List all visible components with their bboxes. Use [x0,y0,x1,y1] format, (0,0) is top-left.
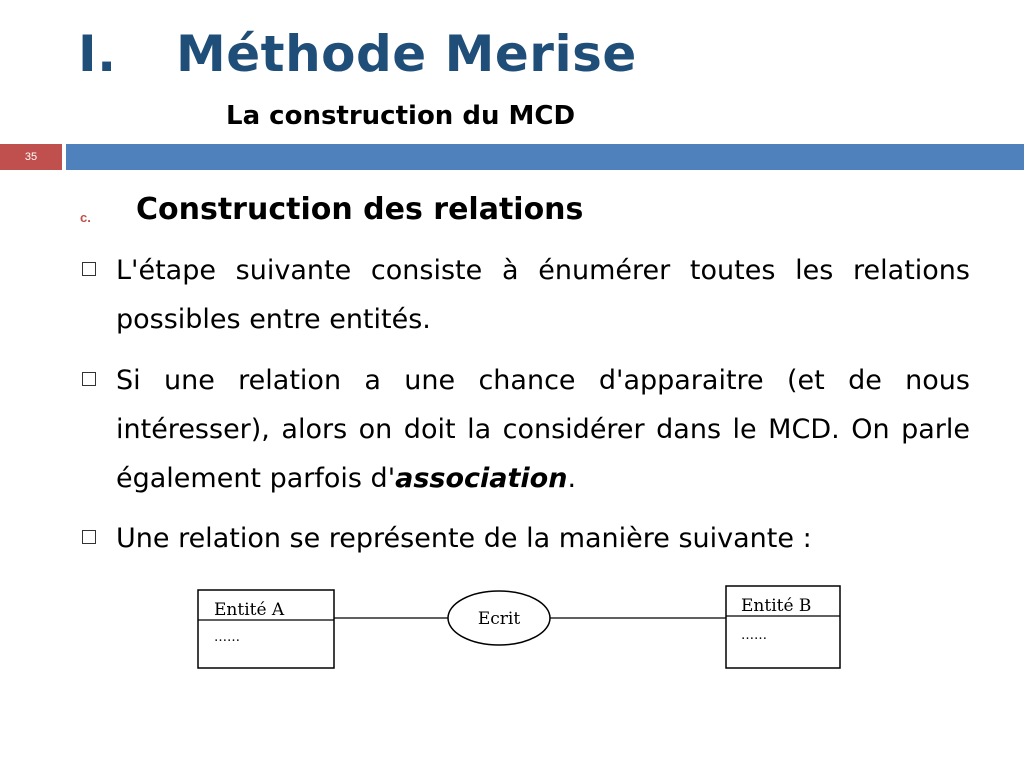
bullet-text: L'étape suivante consiste à énumérer toutes les relations possibles entre entités. [116,255,970,335]
title-number: I. [78,25,117,83]
bullet-text-before: Si une relation a une chance d'apparaitre (et de nous intéresser), alors on doit la considérer dans le MCD. On parle également parfois d' [116,365,970,494]
entity-a-name: Entité A [214,600,285,620]
square-bullet-icon [82,262,96,276]
section-title: Construction des relations [136,192,584,227]
square-bullet-icon [82,530,96,544]
relation-ellipse [448,591,550,645]
bullet-item-1 [116,246,970,344]
slide-number-badge: 35 [0,144,62,170]
slide-subtitle: La construction du MCD [226,101,576,131]
entity-a-attributes: …… [214,630,240,645]
entity-b-name: Entité B [741,596,812,616]
entity-b-box [726,586,840,668]
bullet-item-3 [116,514,970,563]
entity-b-attributes: …… [741,628,767,643]
mcd-relation-diagram [196,585,846,675]
bullet-text-after: . [567,463,577,494]
slide-title [78,24,637,84]
relation-name: Ecrit [477,609,521,629]
entity-a-box [198,590,334,668]
bullet-text: Une relation se représente de la manière suivante : [116,523,812,554]
title-text: Méthode Merise [176,25,637,83]
header-bar [66,144,1024,170]
square-bullet-icon [82,372,96,386]
section-marker: c. [80,210,91,225]
bullet-emphasis: association [395,463,568,494]
bullet-item-2 [116,356,970,503]
